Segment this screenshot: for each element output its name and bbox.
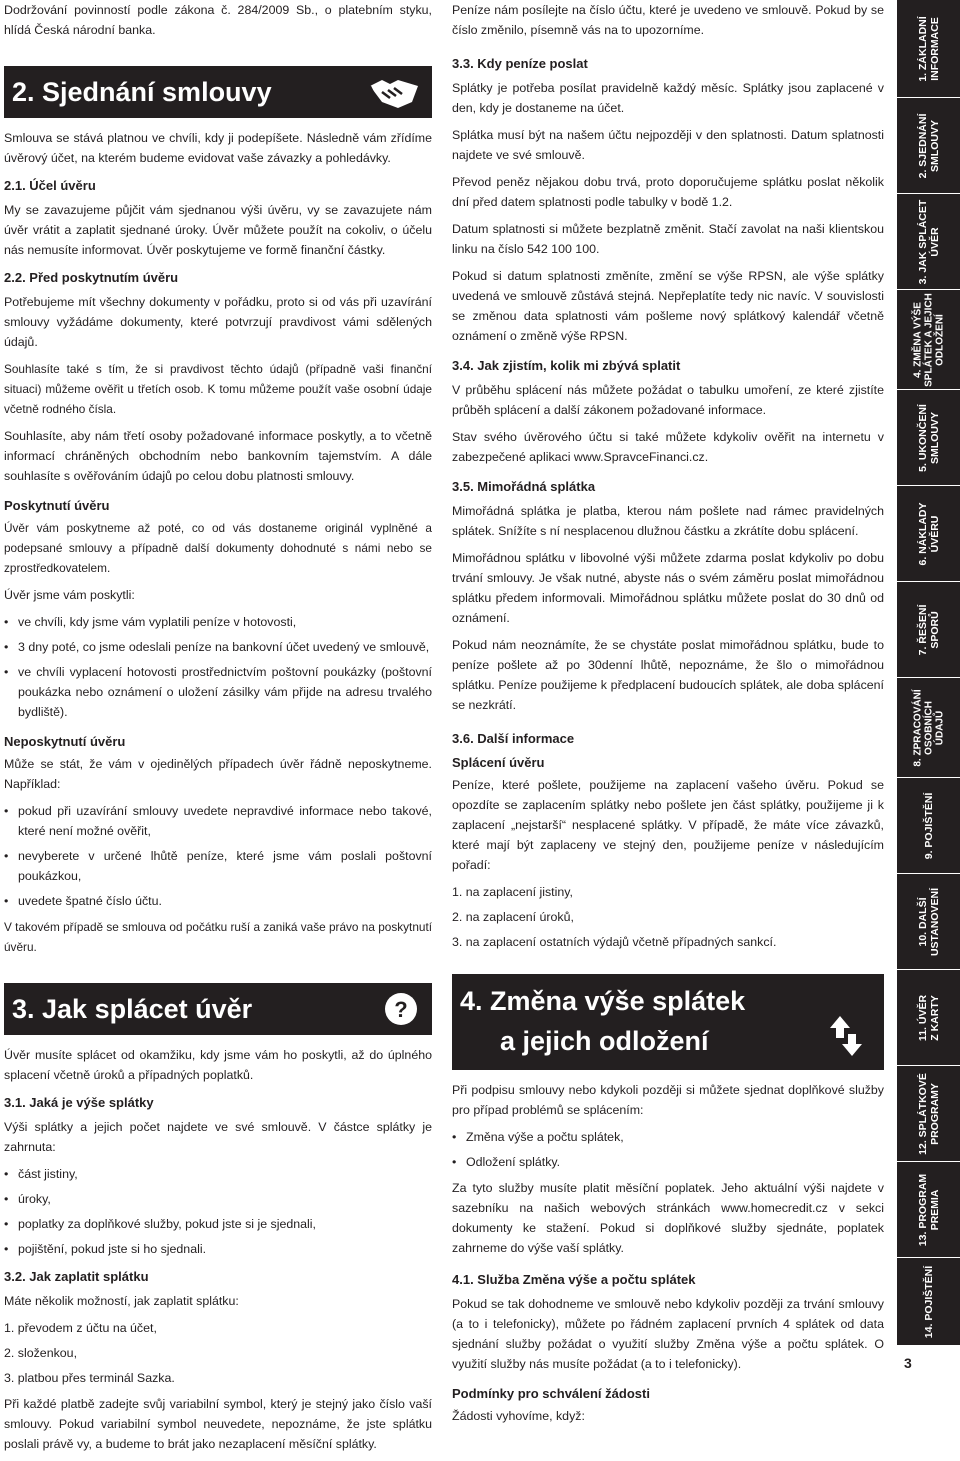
section-3-intro: Úvěr musíte splácet od okamžiku, kdy jsme vám ho poskytli, až do úplného splacení včetně úroků a případných poplatků.	[4, 1048, 432, 1082]
section-2-2-text-3: Souhlasíte, aby nám třetí osoby požadované informace poskytly, a to včetně informací chráněných obchodním nebo bankovním tajemstvím. A dále souhlasíte s ověřováním údajů po celou dobu platnosti smlouvy.	[4, 429, 432, 483]
section-3-5-title: 3.5. Mimořádná splátka	[452, 479, 596, 494]
tab-3[interactable]: 3. JAK SPLÁCET ÚVĚR	[897, 194, 960, 290]
section-3-6-title: 3.6. Další informace	[452, 731, 575, 746]
list-item: • ve chvíli, kdy jsme vám vyplatili peníze v hotovosti,	[4, 612, 432, 632]
section-3-5-text-2: Mimořádnou splátku v libovolné výši můžete zdarma poslat kdykoliv po dobu trvání smlouvy. Je však nutné, abyste nás o svém záměru poslat mimořádnou splátku předem informovali. Mimořádnou splátku můžete poslat do 30 dnů od oznámení.	[452, 551, 884, 625]
tab-13[interactable]: 13. PROGRAM PREMIA	[897, 1162, 960, 1258]
section-3-4-text-2: Stav svého úvěrového účtu si také můžete kdykoliv ověřit na internetu v zabezpečené aplikaci www.SpravceFinanci.cz.	[452, 430, 884, 464]
svg-text:?: ?	[394, 997, 408, 1022]
section-3-1-title: 3.1. Jaká je výše splátky	[4, 1095, 154, 1110]
section-4-list	[452, 1127, 884, 1172]
neposkytnuti-text-1: Může se stát, že vám v ojedinělých případech úvěr řádně neposkytneme. Například:	[4, 757, 432, 791]
section-3-title: 3. Jak splácet úvěr	[12, 994, 253, 1024]
section-3-3-text-3: Převod peněz nějakou dobu trvá, proto doporučujeme splátku poslat několik dní před datem splatnosti podle tabulky v bodě 1.2.	[452, 175, 884, 209]
tab-11[interactable]: 11. ÚVĚR Z KARTY	[897, 970, 960, 1066]
tab-5[interactable]: 5. UKONČENÍ SMLOUVY	[897, 390, 960, 486]
page-number: 3	[904, 1355, 912, 1371]
left-column	[4, 0, 432, 1461]
poskytnuti-text-2: Úvěr jsme vám poskytli:	[4, 588, 135, 602]
tab-4[interactable]: 4. ZMĚNA VÝŠE SPLÁTEK A JEJICH ODLOŽENÍ	[897, 290, 960, 390]
splaceni-title: Splácení úvěru	[452, 755, 545, 770]
section-3-3-text-1: Splátky je potřeba posílat pravidelně každý měsíc. Splátky jsou zaplacené v den, kdy je dostaneme na účet.	[452, 81, 884, 115]
section-3-4-text-1: V průběhu splácení nás můžete požádat o tabulku umoření, ze které zjistíte průběh splácení a další zákonem požadované informace.	[452, 383, 884, 417]
section-2-2-text-1: Potřebujeme mít všechny dokumenty v pořádku, proto si od vás při uzavírání smlouvy vyžádáme dokumenty, které potvrzují pravdivost vámi sdělených údajů.	[4, 295, 432, 349]
section-2-2-title: 2.2. Před poskytnutím úvěru	[4, 270, 179, 285]
section-3-2-text-2: Při každé platbě zadejte svůj variabilní symbol, který je stejný jako číslo vaší smlouvy. Pokud variabilní symbol neuvedete, nepoznáme, že jste splátku poslali právě vy, a budeme to brát jako nezaplacení měsíční splátky.	[4, 1397, 432, 1451]
tab-9[interactable]: 9. POJIŠTĚNÍ	[897, 778, 960, 874]
list-item: 1. převodem z účtu na účet,	[4, 1321, 157, 1335]
list-item: 1. na zaplacení jistiny,	[452, 885, 573, 899]
list-item: • poplatky za doplňkové služby, pokud jste si je sjednali,	[4, 1214, 432, 1234]
right-column	[452, 0, 884, 1433]
section-4-title-line-2: a jejich odložení	[500, 1026, 709, 1056]
section-2-2-text-2: Souhlasíte také s tím, že si pravdivost těchto údajů (případně vaši finanční situaci) můžeme ověřit u třetích osob. K tomu můžeme použít vaše osobní údaje včetně rodného čísla.	[4, 362, 432, 416]
tab-14[interactable]: 14. POJIŠTĚNÍ	[897, 1258, 960, 1346]
section-3-3-text-2: Splátka musí být na našem účtu nejpozději v den splatnosti. Datum splatnosti najdete ve své smlouvě.	[452, 128, 884, 162]
section-4-title-line-1: 4. Změna výše splátek	[460, 986, 746, 1016]
splaceni-list	[452, 882, 884, 952]
section-4-1-text: Pokud se tak dohodneme ve smlouvě nebo kdykoliv později za trvání smlouvy (a to i telefonicky), můžete po řádném zaplacení prvních 4 splátek od data sjednání služby požádat o využití služby Změna výše a počtu splátek. O využití služby nás musíte požádat (a to i telefonicky).	[452, 1297, 884, 1371]
tab-7[interactable]: 7. ŘEŠENÍ SPORŮ	[897, 582, 960, 678]
poskytnuti-text-1: Úvěr vám poskytneme až poté, co od vás dostaneme originál vyplněné a podepsané smlouvy a případně další dokumenty dohodnuté s námi nebo se zprostředkovatelem.	[4, 521, 432, 575]
list-item: 3. platbou přes terminál Sazka.	[4, 1371, 175, 1385]
list-item: • 3 dny poté, co jsme odeslali peníze na bankovní účet uvedený ve smlouvě,	[4, 637, 432, 657]
right-top-paragraph: Peníze nám posílejte na číslo účtu, které je uvedeno ve smlouvě. Pokud by se číslo změnilo, písemně vás na to upozorníme.	[452, 3, 884, 37]
section-3-2-text-1: Máte několik možností, jak zaplatit splátku:	[4, 1294, 239, 1308]
tab-10[interactable]: 10. DALŠÍ USTANOVENÍ	[897, 874, 960, 970]
list-item: • nevyberete v určené lhůtě peníze, které jsme vám poslali poštovní poukázkou,	[4, 846, 432, 886]
section-3-5-text-1: Mimořádná splátka je platba, kterou nám pošlete nad rámec pravidelných splátek. Snížíte s ní nesplacenou dlužnou částku a zkrátíte dobu splácení.	[452, 504, 884, 538]
podminky-text: Žádosti vyhovíme, když:	[452, 1409, 585, 1423]
section-3-2-title: 3.2. Jak zaplatit splátku	[4, 1269, 149, 1284]
poskytnuti-title: Poskytnutí úvěru	[4, 498, 110, 513]
section-3-1-text: Výši splátky a jejich počet najdete ve své smlouvě. V částce splátky je zahrnuta:	[4, 1120, 432, 1154]
section-3-3-text-4: Datum splatnosti si můžete bezplatně změnit. Stačí zavolat na naši klientskou linku na číslo 542 100 100.	[452, 222, 884, 256]
tab-12[interactable]: 12. SPLÁTKOVÉ PROGRAMY	[897, 1066, 960, 1162]
list-item: • část jistiny,	[4, 1164, 432, 1184]
list-item: • pokud při uzavírání smlouvy uvedete nepravdivé informace nebo takové, které není možné ověřit,	[4, 801, 432, 841]
intro-paragraph: Dodržování povinností podle zákona č. 284/2009 Sb., o platebním styku, hlídá Česká národní banka.	[4, 3, 432, 37]
section-4-text-2: Za tyto služby musíte platit měsíční poplatek. Jeho aktuální výši najdete v sazebníku na našich webových stránkách www.homecredit.cz v sekci dokumenty ke stažení. Pokud si doplňkové služby sjednáte, poplatek zahrneme do výše vaší splátky.	[452, 1181, 884, 1255]
poskytnuti-list	[4, 612, 432, 722]
section-3-3-title: 3.3. Kdy peníze poslat	[452, 56, 588, 71]
list-item: 2. složenkou,	[4, 1346, 78, 1360]
list-item: • Změna výše a počtu splátek,	[452, 1127, 884, 1147]
section-3-1-list	[4, 1164, 432, 1259]
section-4-text-1: Při podpisu smlouvy nebo kdykoli později si můžete sjednat doplňkové služby pro případ problémů se splácením:	[452, 1083, 884, 1117]
list-item: • Odložení splátky.	[452, 1152, 884, 1172]
podminky-title: Podmínky pro schválení žádosti	[452, 1386, 650, 1401]
question-icon	[384, 992, 418, 1026]
list-item: • uvedete špatné číslo účtu.	[4, 891, 432, 911]
tab-6[interactable]: 6. NÁKLADY ÚVĚRU	[897, 486, 960, 582]
tab-8[interactable]: 8. ZPRACOVÁNÍ OSOBNÍCH ÚDAJŮ	[897, 678, 960, 778]
section-3-4-title: 3.4. Jak zjistím, kolik mi zbývá splatit	[452, 358, 681, 373]
section-4-1-title: 4.1. Služba Změna výše a počtu splátek	[452, 1272, 696, 1287]
neposkytnuti-title: Neposkytnutí úvěru	[4, 734, 126, 749]
list-item: 3. na zaplacení ostatních výdajů včetně případných sankcí.	[452, 935, 777, 949]
section-3-2-list	[4, 1318, 432, 1388]
section-2-header	[4, 66, 432, 118]
section-2-intro: Smlouva se stává platnou ve chvíli, kdy ji podepíšete. Následně vám zřídíme úvěrový účet, na kterém budeme evidovat vaše závazky a pohledávky.	[4, 131, 432, 165]
section-2-title: 2. Sjednání smlouvy	[12, 77, 272, 107]
swap-arrows-icon	[826, 1014, 866, 1058]
list-item: 2. na zaplacení úroků,	[452, 910, 574, 924]
section-2-1-text: My se zavazujeme půjčit vám sjednanou výši úvěru, vy se zavazujete nám úvěr vrátit a zaplatit sjednané úroky. Úvěr můžete použít na cokoliv, o účelu nás nemusíte informovat. Úvěr poskytujeme ve formě finanční částky.	[4, 203, 432, 257]
section-2-1-title: 2.1. Účel úvěru	[4, 178, 96, 193]
section-3-3-text-5: Pokud si datum splatnosti změníte, změní se výše RPSN, ale výše splátky uvedená ve smlouvě zůstává stejná. Nepřeplatíte tedy nic navíc. V souvislosti se změnou data splatnosti vám pošleme nový splátkový kalendář včetně oznámení o změně výše RPSN.	[452, 269, 884, 343]
tab-1[interactable]: 1. ZÁKLADNÍ INFORMACE	[897, 0, 960, 98]
tab-2[interactable]: 2. SJEDNÁNÍ SMLOUVY	[897, 98, 960, 194]
neposkytnuti-text-2: V takovém případě se smlouva od počátku ruší a zaniká vaše právo na poskytnutí úvěru.	[4, 920, 432, 954]
section-3-5-text-3: Pokud nám neoznámíte, že se chystáte poslat mimořádnou splátku, bude to peníze pošlete až po 30denní lhůtě, nepoznáme, že šlo o mimořádnou splátku. Peníze použijeme k předplacení budoucích splátek, ale doba splácení se nezkrátí.	[452, 638, 884, 712]
list-item: • úroky,	[4, 1189, 432, 1209]
handshake-icon	[368, 72, 420, 112]
list-item: • pojištění, pokud jste si ho sjednali.	[4, 1239, 432, 1259]
chapter-tabs	[897, 0, 960, 1379]
list-item: • ve chvíli vyplacení hotovosti prostřednictvím poštovní poukázky (poštovní poukázka nebo oznámení o uložení zásilky vám přijde na adresu trvalého bydliště).	[4, 662, 432, 722]
section-4-header	[452, 974, 884, 1070]
neposkytnuti-list	[4, 801, 432, 911]
splaceni-text: Peníze, které pošlete, použijeme na zaplacení vašeho úvěru. Pokud se opozdíte se zaplacením splátky nebo pošlete jen část splátky, použijeme ji k zaplacení „nejstarší“ nesplacené splátky. V případě, že máte více závazků, které mají být zaplaceny ve stejný den, použijeme peníze v následujícím pořadí:	[452, 778, 884, 872]
section-3-header	[4, 983, 432, 1035]
